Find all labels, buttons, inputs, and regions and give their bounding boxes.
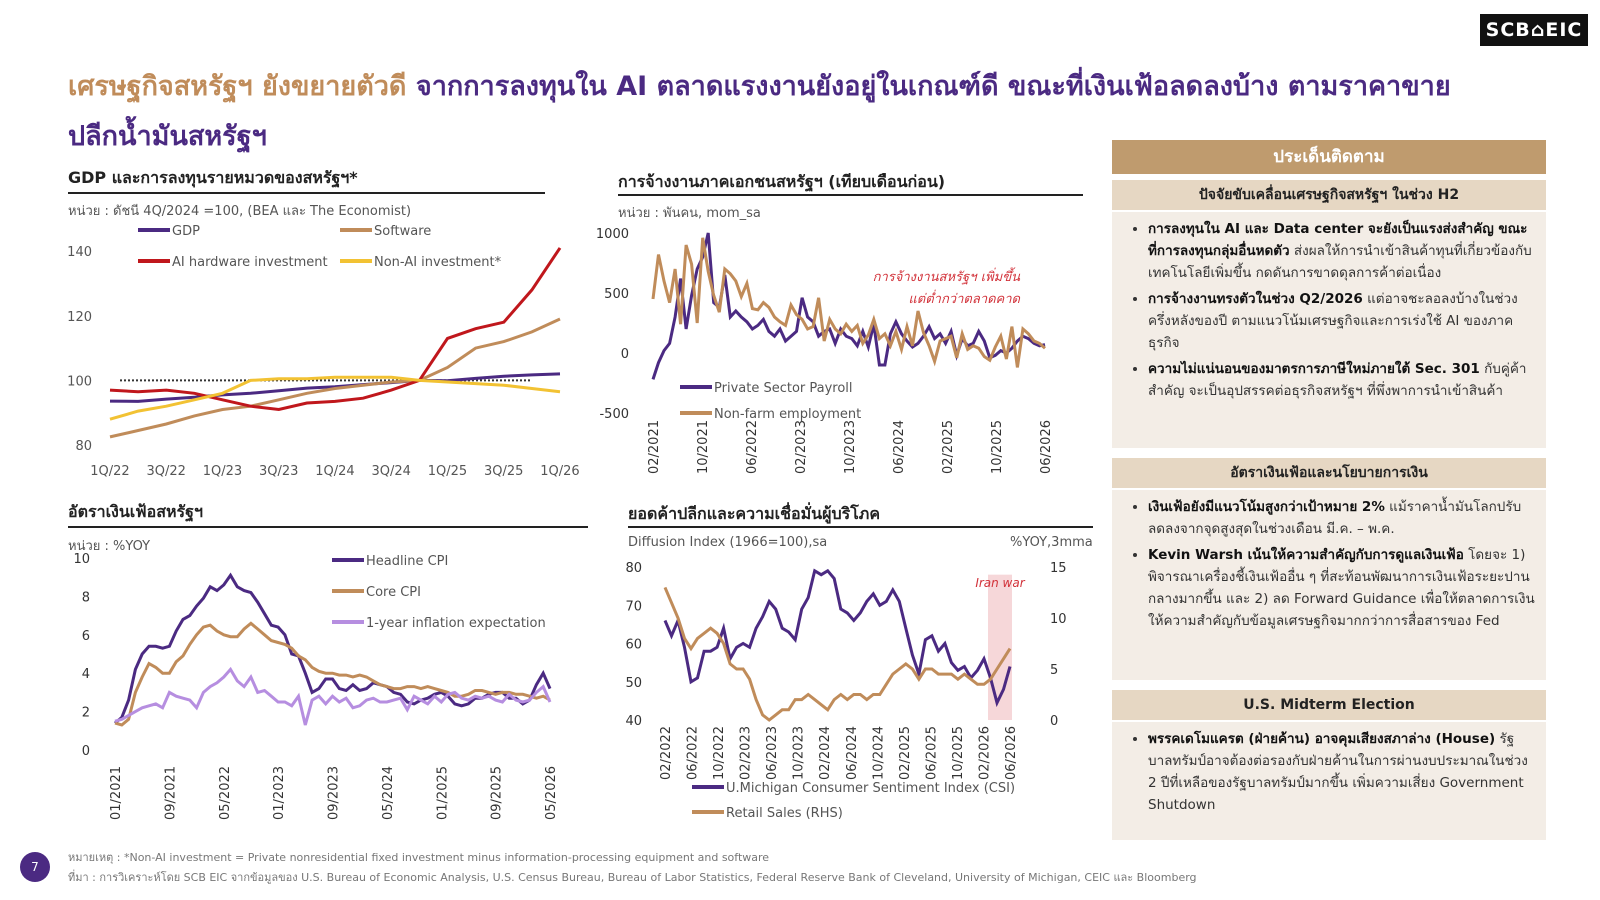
bullet-ai-investment: • การลงทุนใน AI และ Data center จะยังเป็นแรงส่งสำคัญ ขณะที่การลงทุนกลุ่มอื่นหดตัว ส่งผลให้การนำเข้าสินค้าทุนที่เกี่ยวข้องกับเทคโนโลยีเพิ่มขึ้น กดดันการขาดดุลการค้าต่อเนื่อง bbox=[1148, 218, 1536, 284]
x-tick-label: 06/2024 bbox=[844, 725, 860, 780]
x-tick-label: 1Q/23 bbox=[202, 464, 243, 479]
bullet-inflation-target: • เงินเฟ้อยังมีแนวโน้มสูงกว่าเป้าหมาย 2% แม้ราคาน้ำมันโลกปรับลดลงจากจุดสูงสุดในช่วงเดือน มี.ค. – พ.ค. bbox=[1148, 496, 1536, 540]
x-tick-label: 1Q/25 bbox=[427, 464, 468, 479]
x-tick-label: 10/2025 bbox=[990, 420, 1005, 475]
x-tick-label: 01/2023 bbox=[272, 765, 288, 820]
bullet-democrats-house: • พรรคเดโมแครต (ฝ่ายค้าน) อาจคุมเสียงสภาล่าง (House) รัฐบาลทรัมป์อาจต้องต่อรองกับฝ่ายค้านในการผ่านงบประมาณในช่วง 2 ปีที่เหลือของรัฐบาลทรัมป์มากขึ้น เพิ่มความเสี่ยง Government Shutdown bbox=[1148, 728, 1536, 816]
section-title-inflation-policy: อัตราเงินเฟ้อและนโยบายการเงิน bbox=[1112, 458, 1546, 488]
title-rest: จากการลงทุนใน AI ตลาดแรงงานยังอยู่ในเกณฑ์ดี ขณะที่เงินเฟ้อลดลงบ้าง ตามราคาขายปลีกน้ำมันสหรัฐฯ bbox=[68, 71, 1451, 152]
y-tick-label-left: 40 bbox=[625, 714, 642, 729]
series-line-retail bbox=[665, 587, 1010, 720]
section-box-h2-drivers bbox=[1112, 212, 1546, 448]
legend-inflation-expectation-label: 1-year inflation expectation bbox=[366, 616, 546, 631]
footnote-remark: หมายเหตุ : *Non-AI investment = Private nonresidential fixed investment minus information-processing equipment and software bbox=[68, 851, 770, 864]
series-line-1 bbox=[115, 623, 550, 725]
legend-non-ai-label: Non-AI investment* bbox=[374, 255, 502, 270]
y-tick-label-left: 70 bbox=[625, 599, 642, 615]
x-tick-label: 02/2026 bbox=[977, 725, 993, 780]
x-tick-label: 10/2021 bbox=[696, 420, 711, 475]
legend-gdp-label: GDP bbox=[172, 224, 200, 239]
x-tick-label: 02/2023 bbox=[794, 420, 809, 475]
x-tick-label: 05/2026 bbox=[544, 765, 559, 820]
bullet-kevin-warsh: • Kevin Warsh เน้นให้ความสำคัญกับการดูแลเงินเฟ้อ โดยจะ 1) พิจารณาเครื่องชี้เงินเฟ้ออื่น ๆ ที่สะท้อนพัฒนาการเงินเฟ้อระยะปานกลางมากขึ้น และ 2) ลด Forward Guidance เพื่อให้ตลาดการเงินให้ความสำคัญกับข้อมูลเศรษฐกิจมากกว่าการสื่อสารของ Fed bbox=[1148, 544, 1536, 632]
gdp-title-rule bbox=[68, 192, 545, 194]
x-tick-label: 01/2025 bbox=[435, 765, 451, 820]
y-tick-label: 8 bbox=[81, 590, 90, 606]
x-tick-label: 09/2021 bbox=[163, 765, 179, 820]
x-tick-label: 06/2024 bbox=[892, 420, 907, 475]
private-payroll-chart bbox=[595, 225, 1105, 495]
section-box-inflation-policy bbox=[1112, 490, 1546, 680]
footnote-source: ที่มา : การวิเคราะห์โดย SCB EIC จากข้อมูลของ U.S. Bureau of Economic Analysis, U.S. Census Bureau, Bureau of Labor Statistics, Federal Reserve Bank of Cleveland, University of Michigan, CEIC และ Bloomberg bbox=[68, 871, 1197, 884]
x-tick-label: 06/2022 bbox=[745, 420, 760, 475]
x-tick-label: 10/2023 bbox=[843, 420, 858, 475]
gdp-unit: หน่วย : ดัชนี 4Q/2024 =100, (BEA และ The Economist) bbox=[68, 204, 412, 219]
x-tick-label: 3Q/24 bbox=[371, 464, 411, 479]
series-line-sentiment bbox=[665, 571, 1010, 703]
section-title-h2-drivers: ปัจจัยขับเคลื่อนเศรษฐกิจสหรัฐฯ ในช่วง H2 bbox=[1112, 180, 1546, 210]
x-tick-label: 1Q/26 bbox=[540, 464, 580, 479]
y-tick-label: 1000 bbox=[595, 227, 629, 242]
x-tick-label: 02/2024 bbox=[818, 725, 834, 780]
bullet-employment: • การจ้างงานทรงตัวในช่วง Q2/2026 แต่อาจชะลอลงบ้างในช่วงครึ่งหลังของปี ตามแนวโน้มเศรษฐกิจและการเร่งใช้ AI ของภาคธุรกิจ bbox=[1148, 288, 1536, 354]
payroll-unit: หน่วย : พันคน, mom_sa bbox=[618, 206, 761, 221]
x-tick-label: 09/2025 bbox=[489, 765, 505, 820]
watch-issues-header: ประเด็นติดตาม bbox=[1112, 140, 1546, 174]
x-tick-label: 1Q/22 bbox=[90, 464, 130, 479]
x-tick-label: 02/2023 bbox=[738, 725, 754, 780]
x-tick-label: 10/2024 bbox=[871, 725, 887, 780]
x-tick-label: 10/2025 bbox=[950, 725, 966, 780]
gdp-chart-title: GDP และการลงทุนรายหมวดของสหรัฐฯ* bbox=[68, 168, 358, 187]
section-box-midterm bbox=[1112, 722, 1546, 840]
y-tick-label: 6 bbox=[81, 628, 90, 644]
y-tick-label: 4 bbox=[81, 667, 90, 683]
y-tick-label-right: 15 bbox=[1050, 561, 1067, 576]
x-tick-label: 02/2025 bbox=[897, 725, 913, 780]
y-tick-label-right: 5 bbox=[1050, 663, 1059, 678]
legend-core-cpi-label: Core CPI bbox=[366, 585, 421, 600]
x-tick-label: 3Q/25 bbox=[484, 464, 524, 479]
y-tick-label: 10 bbox=[73, 552, 90, 567]
y-tick-label: 120 bbox=[67, 309, 92, 325]
inflation-chart-title: อัตราเงินเฟ้อสหรัฐฯ bbox=[68, 502, 203, 521]
inflation-chart bbox=[60, 550, 590, 830]
page-number: 7 bbox=[20, 852, 50, 882]
y-tick-label: -500 bbox=[599, 407, 629, 422]
inflation-title-rule bbox=[68, 526, 588, 528]
retail-unit-right: %YOY,3mma bbox=[1010, 535, 1093, 550]
y-tick-label-left: 50 bbox=[625, 675, 642, 691]
iran-war-label: Iran war bbox=[975, 576, 1025, 590]
y-tick-label: 2 bbox=[81, 705, 90, 721]
payroll-chart-title: การจ้างงานภาคเอกชนสหรัฐฯ (เทียบเดือนก่อน) bbox=[618, 172, 946, 191]
annotation-line-2: แต่ต่ำกว่าตลาดคาด bbox=[908, 292, 1020, 307]
series-line-0 bbox=[115, 575, 550, 723]
x-tick-label: 09/2023 bbox=[326, 765, 342, 820]
y-tick-label: 140 bbox=[67, 245, 92, 261]
title-highlight: เศรษฐกิจสหรัฐฯ ยังขยายตัวดี bbox=[68, 71, 407, 102]
y-tick-label-left: 80 bbox=[625, 561, 642, 576]
x-tick-label: 3Q/22 bbox=[146, 464, 186, 479]
y-tick-label-right: 0 bbox=[1050, 714, 1059, 729]
x-tick-label: 10/2022 bbox=[712, 725, 728, 780]
scb-eic-logo: SCB⌂EIC bbox=[1480, 14, 1588, 46]
y-tick-label-right: 10 bbox=[1050, 612, 1067, 627]
y-tick-label: 500 bbox=[604, 287, 629, 302]
legend-headline-cpi-label: Headline CPI bbox=[366, 554, 449, 569]
section-title-midterm: U.S. Midterm Election bbox=[1112, 690, 1546, 720]
x-tick-label: 05/2022 bbox=[217, 765, 233, 820]
x-tick-label: 10/2023 bbox=[791, 725, 807, 780]
y-tick-label: 100 bbox=[67, 374, 92, 390]
x-tick-label: 05/2024 bbox=[380, 765, 396, 820]
y-tick-label: 0 bbox=[81, 744, 90, 759]
legend-private-payroll-label: Private Sector Payroll bbox=[714, 381, 853, 396]
x-tick-label: 06/2026 bbox=[1039, 420, 1054, 475]
retail-title-rule bbox=[628, 526, 1093, 528]
x-tick-label: 02/2022 bbox=[659, 725, 674, 780]
legend-software-label: Software bbox=[374, 224, 432, 239]
x-tick-label: 06/2026 bbox=[1004, 725, 1019, 780]
x-tick-label: 06/2025 bbox=[924, 725, 940, 780]
x-tick-label: 1Q/24 bbox=[315, 464, 355, 479]
inflation-unit: หน่วย : %YOY bbox=[68, 539, 151, 554]
legend-ai-hardware-label: AI hardware investment bbox=[172, 255, 328, 270]
gdp-investment-chart bbox=[60, 220, 580, 490]
y-tick-label: 80 bbox=[75, 439, 92, 454]
payroll-title-rule bbox=[618, 194, 1083, 196]
y-tick-label: 0 bbox=[620, 347, 629, 362]
bullet-tariff: • ความไม่แน่นอนของมาตรการภาษีใหม่ภายใต้ Sec. 301 กับคู่ค้าสำคัญ จะเป็นอุปสรรคต่อธุรกิจสหรัฐฯ ที่พึ่งพาการนำเข้าสินค้า bbox=[1148, 358, 1536, 402]
x-tick-label: 02/2021 bbox=[647, 420, 662, 475]
retail-chart-title: ยอดค้าปลีกและความเชื่อมั่นผู้บริโภค bbox=[628, 504, 881, 523]
legend-sentiment-label: U.Michigan Consumer Sentiment Index (CSI) bbox=[726, 781, 1016, 796]
annotation-line-1: การจ้างงานสหรัฐฯ เพิ่มขึ้น bbox=[872, 270, 1020, 285]
x-tick-label: 06/2023 bbox=[765, 725, 781, 780]
legend-retail-label: Retail Sales (RHS) bbox=[726, 806, 843, 821]
x-tick-label: 3Q/23 bbox=[259, 464, 299, 479]
x-tick-label: 06/2022 bbox=[685, 725, 701, 780]
x-tick-label: 02/2025 bbox=[941, 420, 956, 475]
x-tick-label: 01/2021 bbox=[109, 765, 124, 820]
retail-sentiment-chart bbox=[620, 555, 1100, 840]
y-tick-label-left: 60 bbox=[625, 637, 642, 653]
legend-nonfarm-label: Non-farm employment bbox=[714, 407, 862, 422]
retail-unit-left: Diffusion Index (1966=100),sa bbox=[628, 535, 828, 550]
